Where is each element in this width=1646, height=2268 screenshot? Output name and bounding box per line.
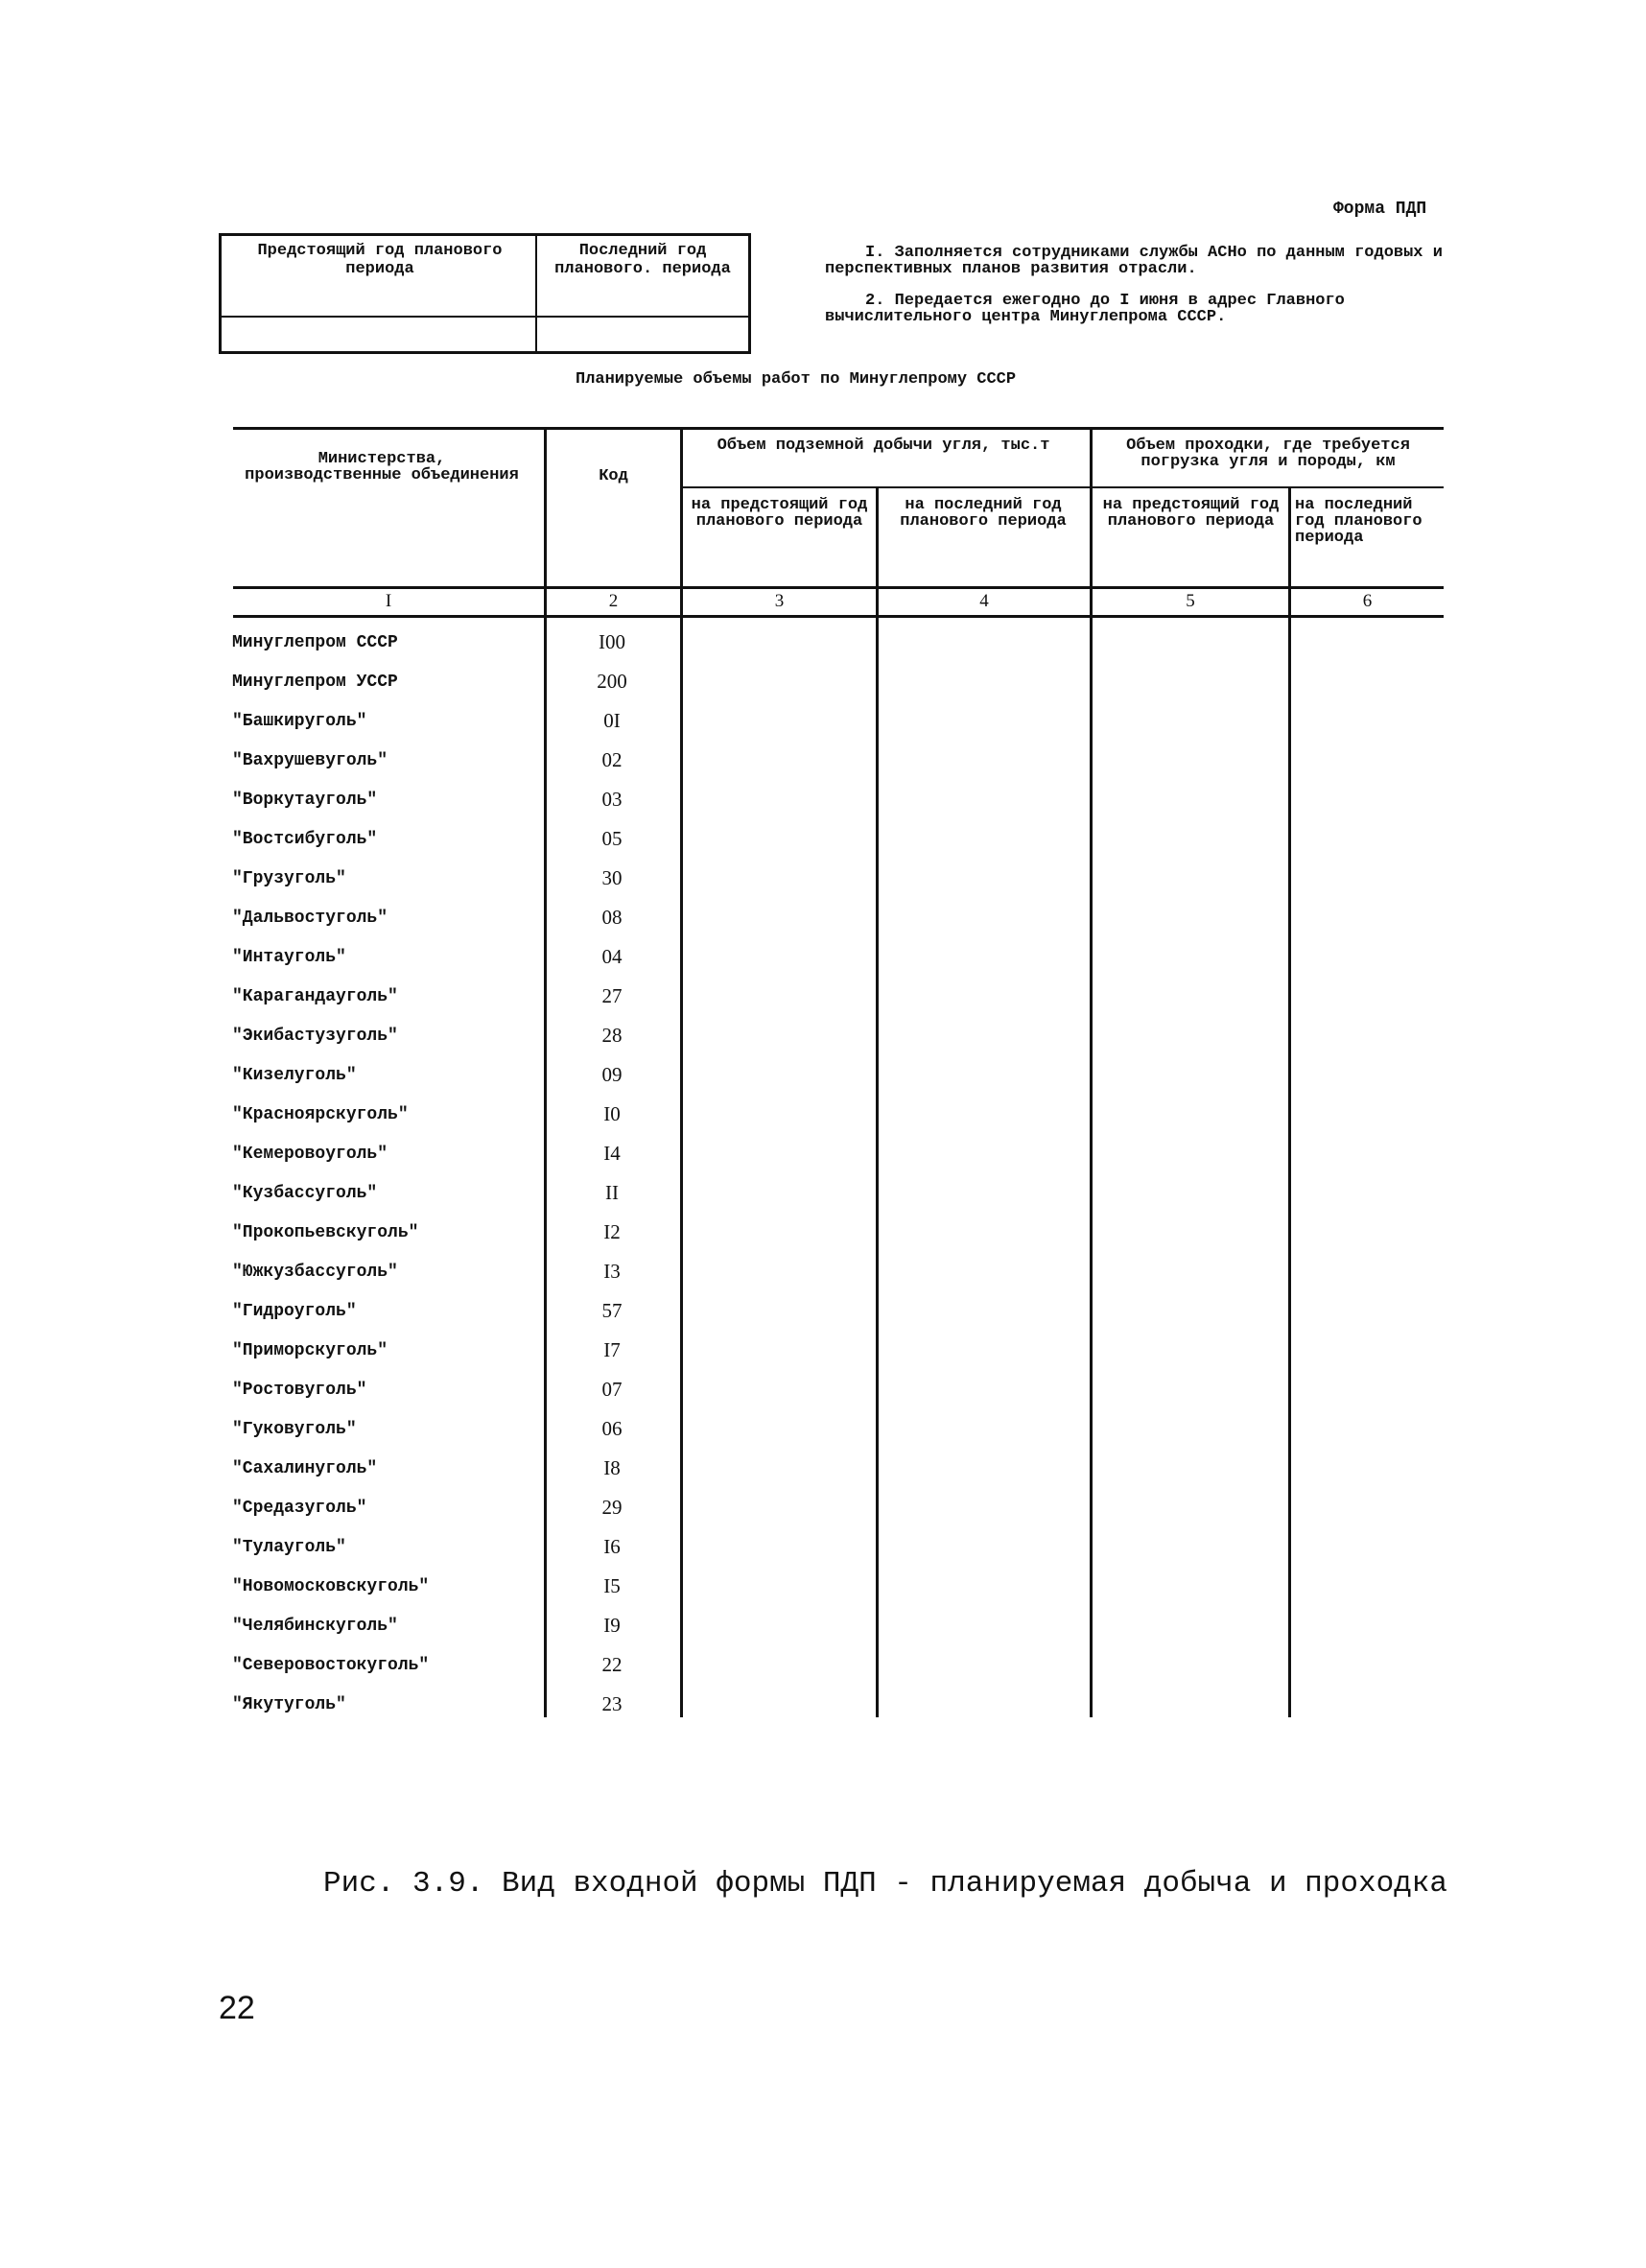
column-number-3: 3 — [774, 591, 785, 611]
column-number-1: I — [385, 591, 392, 611]
row-name: "Новомосковскуголь" — [232, 1577, 430, 1596]
instruction-1: I. Заполняется сотрудниками службы АСНо по данным годовых и перспективных планов развития отрасли. — [825, 244, 1443, 278]
row-code: 08 — [601, 906, 623, 929]
row-name: "Гидроуголь" — [232, 1302, 357, 1321]
row-code: 03 — [601, 788, 623, 811]
table-vline-4 — [1090, 427, 1093, 1717]
row-code: 23 — [601, 1692, 623, 1715]
period-box-rule — [222, 316, 748, 318]
period-box-divider — [535, 236, 537, 351]
row-code: 09 — [601, 1063, 623, 1086]
row-code: II — [605, 1181, 619, 1204]
row-code: 06 — [601, 1417, 623, 1440]
row-name: "Прокопьевскуголь" — [232, 1223, 419, 1242]
row-name: "Кемеровоуголь" — [232, 1145, 388, 1164]
figure-caption: Рис. 3.9. Вид входной формы ПДП - планируемая добыча и проходка — [323, 1867, 1447, 1901]
table-colnum-rule — [233, 615, 1444, 618]
row-name: "Средазуголь" — [232, 1499, 367, 1518]
row-code: I6 — [603, 1535, 621, 1558]
row-code: I8 — [603, 1456, 621, 1479]
row-code: I00 — [599, 630, 625, 653]
row-name: Минуглепром УССР — [232, 673, 398, 692]
row-code: 02 — [601, 748, 623, 771]
header-code: Код — [599, 467, 628, 485]
header-tunneling: Объем проходки, где требуется погрузка угля и породы, км — [1126, 437, 1410, 471]
table-title: Планируемые объемы работ по Минуглепрому СССР — [576, 370, 1017, 389]
row-code: 05 — [601, 827, 623, 850]
row-name: "Вахрушевуголь" — [232, 751, 388, 770]
row-code: 22 — [601, 1653, 623, 1676]
row-code: I5 — [603, 1574, 621, 1597]
row-name: "Гуковуголь" — [232, 1420, 357, 1439]
header-underground: Объем подземной добычи угля, тыс.т — [717, 437, 1050, 455]
row-name: "Интауголь" — [232, 948, 346, 967]
period-box — [219, 233, 751, 354]
form-label: Форма ПДП — [1333, 200, 1427, 219]
table-vline-5 — [1288, 486, 1291, 1717]
column-number-5: 5 — [1186, 591, 1195, 611]
row-name: "Грузуголь" — [232, 869, 346, 888]
period-box-last-year: Последний год планового. периода — [554, 242, 731, 278]
row-name: "Приморскуголь" — [232, 1341, 388, 1360]
row-name: "Экибастузуголь" — [232, 1027, 398, 1046]
page-number: 22 — [219, 1990, 255, 2026]
row-name: "Южкузбассуголь" — [232, 1263, 398, 1282]
column-number-4: 4 — [979, 591, 989, 611]
row-code: I3 — [603, 1260, 621, 1283]
row-code: 28 — [601, 1024, 623, 1047]
column-number-6: 6 — [1362, 591, 1373, 611]
row-name: "Тулауголь" — [232, 1538, 346, 1557]
row-code: 57 — [601, 1299, 623, 1322]
table-subheader-rule — [681, 486, 1444, 488]
row-name: "Воркутауголь" — [232, 791, 378, 810]
row-name: "Сахалинуголь" — [232, 1459, 378, 1478]
row-code: 27 — [601, 984, 623, 1007]
row-name: "Карагандауголь" — [232, 987, 398, 1006]
row-name: "Востсибуголь" — [232, 830, 378, 849]
row-code: I0 — [603, 1102, 621, 1125]
row-code: I4 — [603, 1142, 621, 1165]
row-name: "Якутуголь" — [232, 1695, 346, 1714]
row-code: 29 — [601, 1496, 623, 1519]
row-name: "Челябинскуголь" — [232, 1617, 398, 1636]
table-vline-3 — [876, 486, 879, 1717]
row-name: Минуглепром СССР — [232, 633, 398, 652]
row-name: "Ростовуголь" — [232, 1381, 367, 1400]
row-code: 04 — [601, 945, 623, 968]
row-code: I7 — [603, 1338, 621, 1361]
header-sub-next-year-1: на предстоящий год планового периода — [691, 496, 868, 531]
row-code: I2 — [603, 1220, 621, 1243]
instruction-2: 2. Передается ежегодно до I июня в адрес Главного вычислительного центра Минуглепрома СССР. — [825, 292, 1345, 326]
table-vline-2 — [680, 427, 683, 1717]
row-code: I9 — [603, 1614, 621, 1637]
row-name: "Северовостокуголь" — [232, 1656, 430, 1675]
header-sub-last-year-1: на последний год планового периода — [900, 496, 1067, 531]
row-name: "Кузбассуголь" — [232, 1184, 378, 1203]
row-code: 07 — [601, 1378, 623, 1401]
row-code: 0I — [603, 709, 621, 732]
header-sub-next-year-2: на предстоящий год планового периода — [1102, 496, 1280, 531]
header-ministries: Министерства, производственные объединения — [245, 450, 519, 484]
column-number-2: 2 — [608, 591, 619, 611]
row-name: "Башкируголь" — [232, 712, 367, 731]
row-name: "Кизелуголь" — [232, 1066, 357, 1085]
header-sub-last-year-2: на последний год планового периода — [1295, 496, 1423, 547]
row-name: "Красноярскуголь" — [232, 1105, 409, 1124]
row-code: 200 — [597, 670, 627, 693]
table-top-rule — [233, 427, 1444, 430]
period-box-next-year: Предстоящий год планового периода — [257, 242, 503, 278]
row-name: "Дальвостуголь" — [232, 909, 388, 928]
table-header-bottom-rule — [233, 586, 1444, 589]
row-code: 30 — [601, 866, 623, 889]
